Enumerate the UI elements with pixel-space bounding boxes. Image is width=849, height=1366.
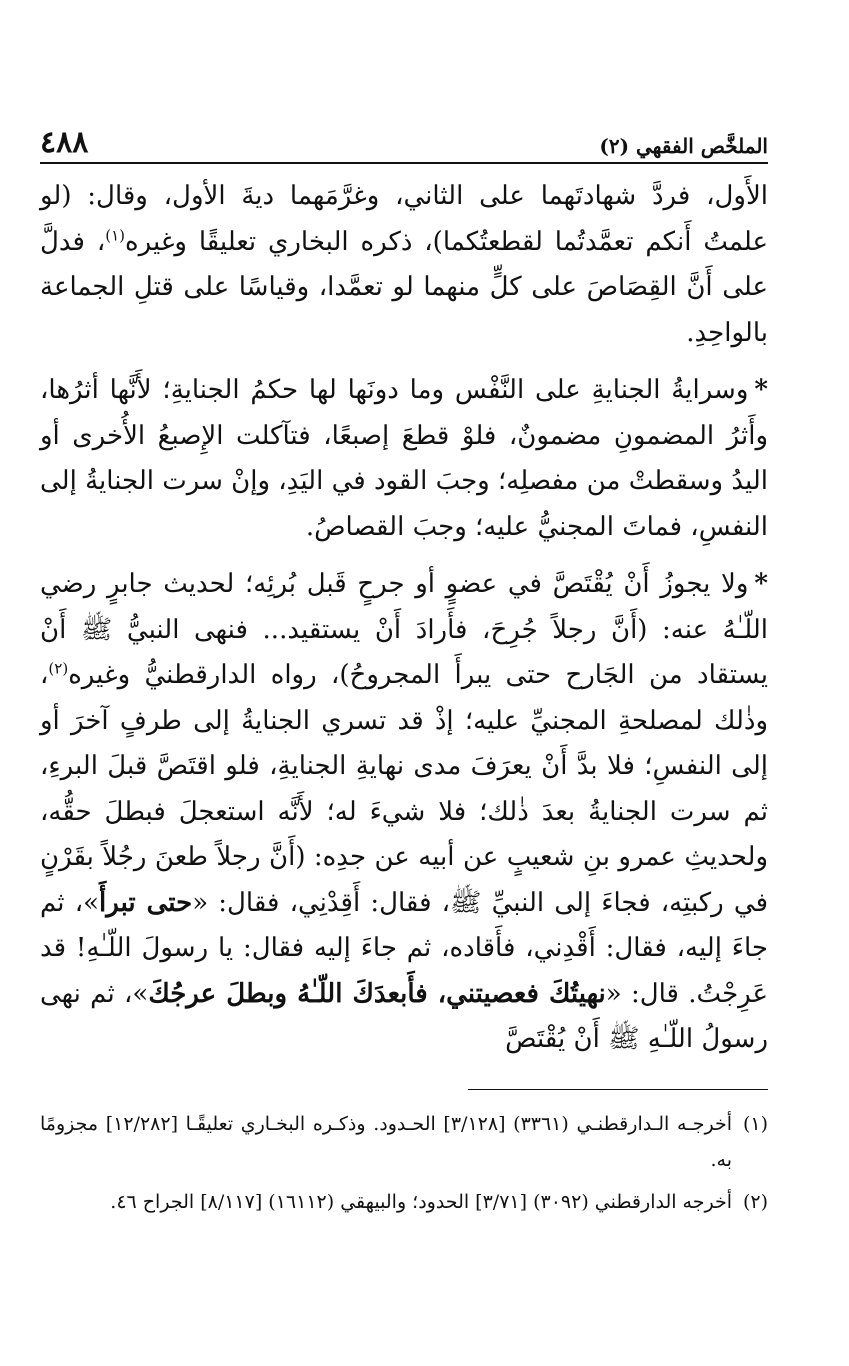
footnote-ref-1: (١) bbox=[105, 225, 126, 244]
page-header bbox=[40, 118, 768, 164]
hadith-quote-1: حتى تبرأَ bbox=[99, 887, 193, 918]
footnote-divider bbox=[468, 1089, 768, 1090]
hadith-quote-2: نهيتُكَ فعصيتني، فأَبعدَكَ اللّـٰهُ وبطلَ عرجُكَ bbox=[148, 978, 606, 1009]
footnote-text: أخرجـه الـدارقطنـي (٣٣٦١) [٣/١٢٨] الحـدود. وذكـره البخـاري تعليقًـا [١٢/٢٨٢] مجزومًا به. bbox=[40, 1112, 732, 1171]
paragraph-3-text-b: ، وذٰلك لمصلحةِ المجنيِّ عليه؛ إذْ قد تسري الجنايةُ إلى طرفٍ آخرَ أو إلى النفسِ؛ فلا بدَّ أَنْ يعرَفَ مدى نهايةِ الجنايةِ، فلو اقتَصَّ قبلَ البرءِ، ثم سرت الجنايةُ بعدَ ذٰلك؛ فلا شيءَ له؛ لأَنَّه استعجلَ فبطلَ حقُّه، ولحديثِ عمرو بنِ شعيبٍ عن أبيه عن جدِه: (أَنَّ رجلاً طعنَ رجُلاً بقَرْنٍ في ركبتِه، فجاءَ إلى النبيِّ ﷺ، فقال: أَقِدْنِي، فقال: « bbox=[40, 660, 769, 918]
asterisk-bullet-icon: * bbox=[754, 569, 768, 599]
footnote-ref-2: (٢) bbox=[48, 659, 69, 678]
page-number: ٤٨٨ bbox=[40, 125, 89, 160]
footnote-text: أخرجه الدارقطني (٣٠٩٢) [٣/٧١] الحدود؛ والبيهقي (١٦١١٢) [٨/١١٧] الجراح ٤٦. bbox=[110, 1190, 732, 1213]
page bbox=[40, 118, 768, 1226]
footnote-number: (١) bbox=[742, 1112, 768, 1135]
footnote-number: (٢) bbox=[742, 1190, 768, 1213]
paragraph-3-text-d: »، ثم نهى رسولُ اللّـٰهِ ﷺ أَنْ يُقْتَصَّ bbox=[40, 978, 768, 1054]
footnotes bbox=[40, 1106, 768, 1220]
paragraph-2-text: وسرايةُ الجنايةِ على النَّفْس وما دونَها لها حكمُ الجنايةِ؛ لأَنَّها أثرُها، وأَثرُ المضمونِ مضمونٌ، فلوْ قطعَ إصبعًا، فتآكلت الإِصبعُ الأُخرى أو اليدُ وسقطتْ من مفصلِه؛ وجبَ القود في اليَدِ، وإنْ سرت الجنايةُ إلى النفسِ، فماتَ المجنيُّ عليه؛ وجبَ القصاصُ. bbox=[40, 375, 768, 542]
paragraph-1 bbox=[40, 174, 768, 356]
paragraph-3-text-c: »، ثم جاءَ إليه، فقال: أَقْدِني، فأَقاده، ثم جاءَ إليه فقال: يا رسولَ اللّـٰهِ! قد عَرِجْتُ. قال: « bbox=[40, 887, 769, 1009]
paragraph-1-text-a: الأَول، فردَّ شهادتَهما على الثاني، وغرَّمَهما ديةَ الأول، وقال: (لو علمتُ أَنكم تعمَّدتُما لقطعتُكما)، ذكره البخاري تعليقًا وغيره bbox=[40, 181, 768, 257]
asterisk-bullet-icon: * bbox=[754, 375, 768, 405]
paragraph-3 bbox=[40, 562, 768, 1063]
main-text bbox=[40, 174, 768, 1063]
footnote-1 bbox=[40, 1106, 768, 1178]
running-title: الملخَّص الفقهي (٢) bbox=[599, 134, 768, 158]
paragraph-2 bbox=[40, 368, 768, 550]
paragraph-1-text-b: ، فدلَّ على أَنَّ القِصَاصَ على كلٍّ منهما لو تعمَّدا، وقياسًا على قتلِ الجماعة بالواحِدِ. bbox=[40, 226, 768, 348]
footnote-2 bbox=[40, 1184, 768, 1220]
paragraph-3-text-a: ولا يجوزُ أَنْ يُقْتَصَّ في عضوٍ أو جرحٍ قَبل بُرئِه؛ لحديث جابرٍ رضي اللّـٰهُ عنه: (أَنَّ رجلاً جُرِحَ، فأَرادَ أَنْ يستقيد... فنهى النبيُّ ﷺ أَنْ يستقاد من الجَارح حتى يبرأَ المجروحُ)، رواه الدارقطنيُّ وغيره bbox=[40, 569, 768, 690]
